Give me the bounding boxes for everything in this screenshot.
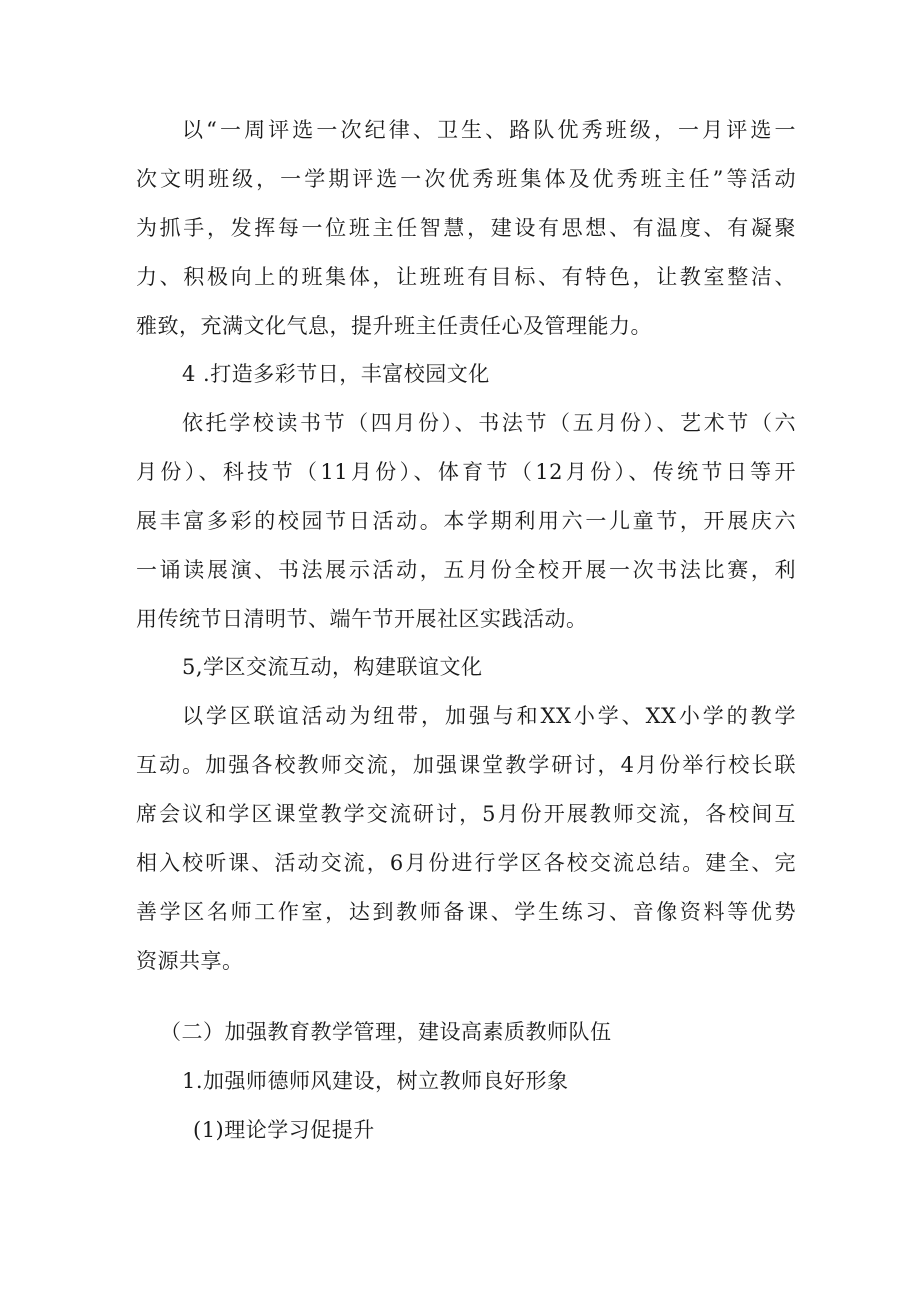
paragraph-line: 为抓手，发挥每一位班主任智慧，建设有思想、有温度、有凝聚 [136,216,796,240]
section-heading-2: （二）加强教育教学管理，建设高素质教师队伍 [160,1020,612,1044]
paragraph-line: 善学区名师工作室，达到教师备课、学生练习、音像资料等优势 [136,900,796,924]
paragraph-line: 月份）、科技节（11月份）、体育节（12月份）、传统节日等开 [136,460,796,484]
paragraph-line: 用传统节日清明节、端午节开展社区实践活动。 [136,607,588,631]
subsection-heading-1-1: (1)理论学习促提升 [193,1118,375,1142]
paragraph-line: 依托学校读书节（四月份）、书法节（五月份）、艺术节（六 [182,411,796,435]
paragraph-line: 以学区联谊活动为纽带，加强与和XX小学、XX小学的教学 [182,704,796,728]
paragraph-line: 相入校听课、活动交流，6月份进行学区各校交流总结。建全、完 [136,851,796,875]
paragraph-line: 展丰富多彩的校园节日活动。本学期利用六一儿童节，开展庆六 [136,509,796,533]
paragraph-line: 互动。加强各校教师交流，加强课堂教学研讨，4月份举行校长联 [136,753,796,777]
paragraph-line: 雅致，充满文化气息，提升班主任责任心及管理能力。 [136,314,652,338]
paragraph-line: 次文明班级，一学期评选一次优秀班集体及优秀班主任”等活动 [136,167,796,191]
item-heading-4: 4 .打造多彩节日，丰富校园文化 [182,362,490,386]
subsection-heading-1: 1.加强师德师风建设，树立教师良好形象 [182,1069,569,1093]
paragraph-line: 席会议和学区课堂教学交流研讨，5月份开展教师交流，各校间互 [136,802,796,826]
paragraph-line: 一诵读展演、书法展示活动，五月份全校开展一次书法比赛，利 [136,558,796,582]
paragraph-line: 以“一周评选一次纪律、卫生、路队优秀班级，一月评选一 [182,118,796,142]
paragraph-line: 力、积极向上的班集体，让班班有目标、有特色，让教室整洁、 [136,265,796,289]
paragraph-line: 资源共享。 [136,949,244,973]
item-heading-5: 5,学区交流互动，构建联谊文化 [182,655,483,679]
